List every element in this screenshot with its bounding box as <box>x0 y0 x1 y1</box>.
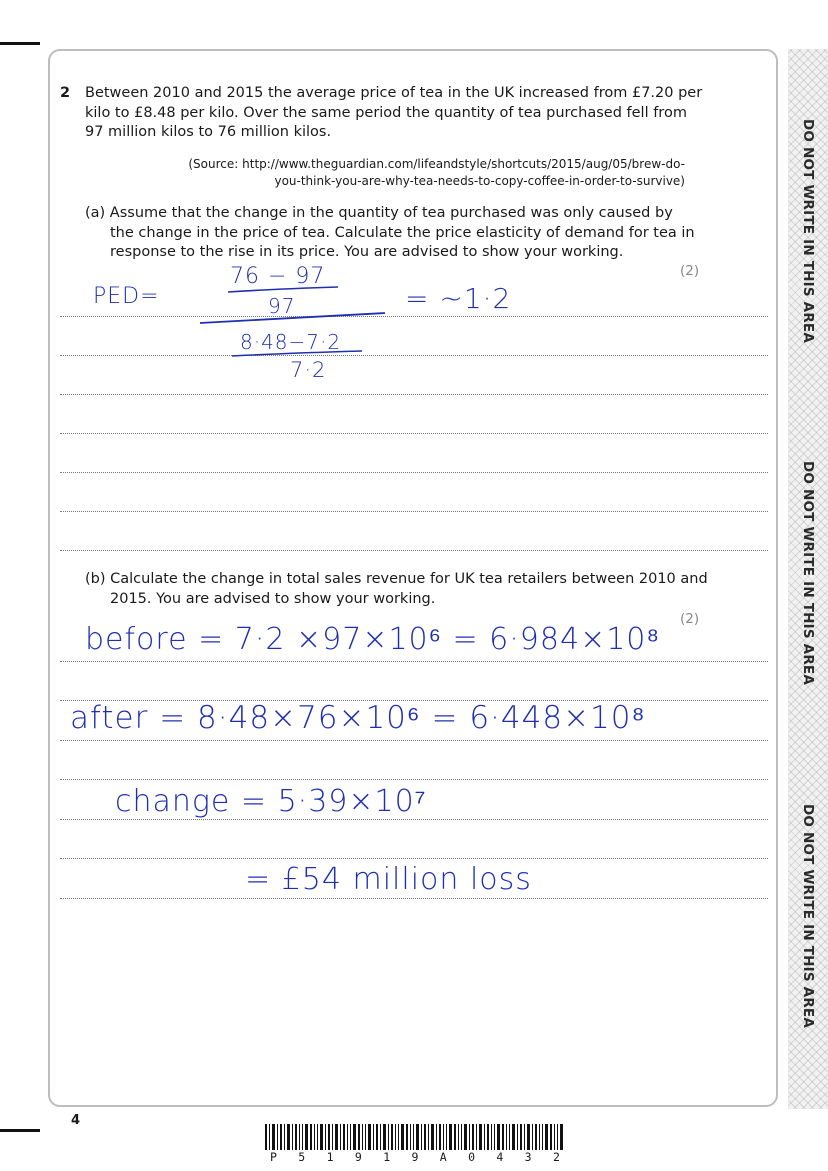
source-line: (Source: http://www.theguardian.com/lifeandstyle/shortcuts/2015/aug/05/brew-do- <box>188 157 685 171</box>
answer-line <box>60 661 768 662</box>
margin-warning-2: DO NOT WRITE IN THIS AREA <box>800 461 816 685</box>
answer-line <box>60 898 768 899</box>
intro-line: 97 million kilos to 76 million kilos. <box>85 124 332 140</box>
answer-line <box>60 779 768 780</box>
handwritten-numerator-top: 76 − 97 <box>230 264 326 289</box>
part-a-line: (a) Assume that the change in the quantity of tea purchased was only caused by <box>85 205 673 221</box>
question-intro <box>85 84 702 143</box>
handwritten-denominator-bottom: 7·2 <box>290 358 327 382</box>
barcode-char: 0 <box>468 1150 476 1164</box>
part-b-question <box>85 570 708 609</box>
handwritten-ped-result: = ~1·2 <box>405 282 512 315</box>
barcode <box>265 1124 565 1150</box>
question-number: 2 <box>60 85 71 101</box>
answer-line <box>60 740 768 741</box>
barcode-char: 9 <box>411 1150 419 1164</box>
margin-warning-3: DO NOT WRITE IN THIS AREA <box>800 804 816 1028</box>
answer-line <box>60 472 768 473</box>
intro-line: kilo to £8.48 per kilo. Over the same period the quantity of tea purchased fell from <box>85 104 687 121</box>
barcode-char: 9 <box>354 1150 362 1164</box>
part-a-line: the change in the price of tea. Calculate the price elasticity of demand for tea in <box>110 224 695 241</box>
crop-mark-top <box>0 42 40 45</box>
handwritten-before: before = 7·2 ×97×10⁶ = 6·984×10⁸ <box>85 622 661 657</box>
handwritten-change: change = 5·39×10⁷ <box>115 784 427 819</box>
intro-line: Between 2010 and 2015 the average price of tea in the UK increased from £7.20 per <box>85 85 703 101</box>
part-b-line: (b) Calculate the change in total sales revenue for UK tea retailers between 2010 and <box>85 571 708 587</box>
source-citation <box>150 156 685 190</box>
barcode-char: 1 <box>326 1150 334 1164</box>
answer-line <box>60 550 768 551</box>
barcode-char: 3 <box>524 1150 532 1164</box>
answer-line <box>60 394 768 395</box>
barcode-char: 5 <box>298 1150 306 1164</box>
handwritten-ped-label: PED= <box>93 284 160 309</box>
part-b-line: 2015. You are advised to show your working. <box>110 590 436 607</box>
handwritten-after: after = 8·48×76×10⁶ = 6·448×10⁸ <box>70 700 646 736</box>
barcode-char: 2 <box>552 1150 560 1164</box>
barcode-text <box>270 1150 560 1164</box>
page-number: 4 <box>71 1113 81 1128</box>
answer-line <box>60 511 768 512</box>
part-b-marks: (2) <box>680 611 700 627</box>
barcode-char: P <box>270 1150 277 1164</box>
part-a-line: response to the rise in its price. You are advised to show your working. <box>110 244 624 260</box>
part-a-question <box>85 204 695 263</box>
part-a-marks: (2) <box>680 263 700 279</box>
handwritten-result: = £54 million loss <box>245 862 532 897</box>
answer-line <box>60 433 768 434</box>
answer-line <box>60 316 768 317</box>
handwritten-numerator-bottom: 97 <box>268 294 296 318</box>
barcode-char: 4 <box>496 1150 504 1164</box>
handwritten-denominator-top: 8·48−7·2 <box>240 330 342 354</box>
answer-line <box>60 355 768 356</box>
barcode-char: A <box>439 1150 447 1164</box>
barcode-char: 1 <box>383 1150 391 1164</box>
answer-line <box>60 819 768 820</box>
answer-line <box>60 858 768 859</box>
margin-warning-1: DO NOT WRITE IN THIS AREA <box>800 119 816 343</box>
source-line: you-think-you-are-why-tea-needs-to-copy-coffee-in-order-to-survive) <box>274 174 685 188</box>
crop-mark-bottom <box>0 1129 40 1132</box>
